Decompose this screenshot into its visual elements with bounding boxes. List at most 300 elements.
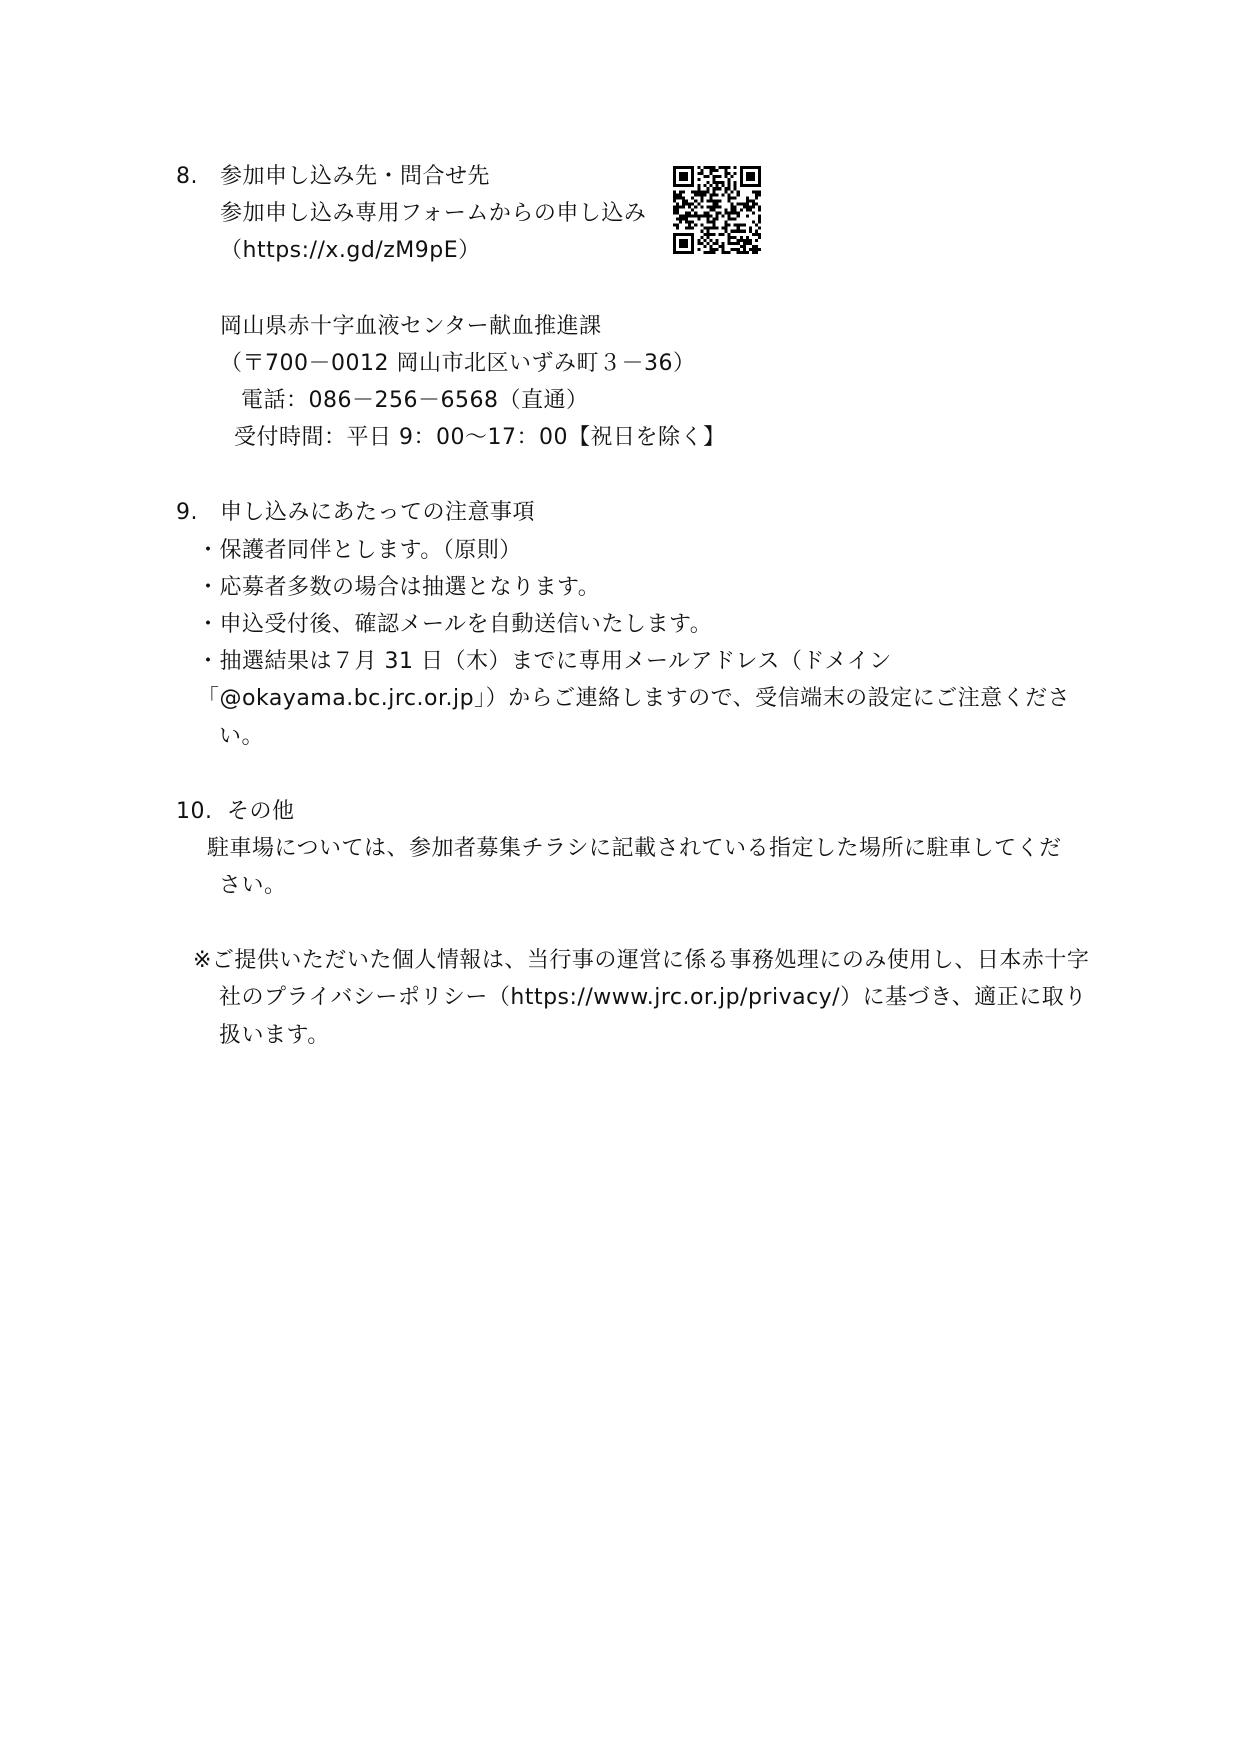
qr-module [703, 239, 706, 242]
qr-module [709, 251, 712, 254]
qr-module [691, 248, 694, 251]
qr-module [700, 242, 703, 245]
qr-module [706, 236, 709, 239]
qr-module [746, 202, 749, 205]
qr-module [758, 233, 761, 236]
phone-number: 電話：086－256－6568（直通） [241, 388, 589, 413]
qr-module [749, 184, 752, 187]
qr-module [758, 166, 761, 169]
qr-module [679, 242, 682, 245]
qr-module [679, 184, 682, 187]
qr-module [676, 233, 679, 236]
qr-module [673, 248, 676, 251]
qr-module [703, 227, 706, 230]
qr-module [700, 199, 703, 202]
qr-module [682, 166, 685, 169]
qr-module [706, 166, 709, 169]
qr-module [682, 178, 685, 181]
qr-module [719, 181, 722, 184]
qr-module [691, 196, 694, 199]
qr-module [706, 181, 709, 184]
qr-module [715, 181, 718, 184]
qr-module [737, 227, 740, 230]
qr-module [752, 221, 755, 224]
qr-module [752, 212, 755, 215]
qr-module [749, 205, 752, 208]
qr-module [752, 190, 755, 193]
qr-module [676, 227, 679, 230]
qr-module [737, 224, 740, 227]
qr-module [706, 212, 709, 215]
qr-module [715, 239, 718, 242]
qr-code[interactable] [673, 166, 761, 254]
qr-module [755, 251, 758, 254]
qr-module [706, 242, 709, 245]
qr-module [731, 190, 734, 193]
qr-module [755, 233, 758, 236]
qr-module [746, 205, 749, 208]
qr-module [731, 175, 734, 178]
qr-module [725, 221, 728, 224]
qr-module [703, 233, 706, 236]
qr-module [758, 169, 761, 172]
reception-hours: 受付時間：平日 9：00～17：00【祝日を除く】 [234, 425, 726, 450]
qr-module [691, 239, 694, 242]
qr-module [691, 178, 694, 181]
qr-module [682, 239, 685, 242]
qr-module [703, 184, 706, 187]
qr-module [706, 221, 709, 224]
qr-module [676, 208, 679, 211]
qr-module [679, 193, 682, 196]
qr-module [679, 239, 682, 242]
qr-module [688, 166, 691, 169]
qr-module [679, 245, 682, 248]
qr-module [703, 215, 706, 218]
qr-module [715, 215, 718, 218]
qr-module [700, 224, 703, 227]
qr-module [712, 233, 715, 236]
qr-module [679, 205, 682, 208]
qr-module [728, 187, 731, 190]
qr-module [752, 199, 755, 202]
qr-module [734, 166, 737, 169]
qr-module [749, 239, 752, 242]
qr-module [691, 172, 694, 175]
qr-module [685, 199, 688, 202]
qr-module [709, 239, 712, 242]
qr-module [734, 205, 737, 208]
qr-module [715, 184, 718, 187]
qr-module [703, 175, 706, 178]
qr-module [731, 208, 734, 211]
qr-module [712, 205, 715, 208]
qr-module [737, 248, 740, 251]
qr-module [682, 245, 685, 248]
qr-module [709, 196, 712, 199]
qr-module [700, 169, 703, 172]
qr-module [673, 212, 676, 215]
qr-module [722, 242, 725, 245]
qr-module [740, 208, 743, 211]
privacy-note-line-1: ※ご提供いただいた個人情報は、当行事の運営に係る事務処理にのみ使用し、日本赤十字 [193, 948, 1090, 973]
qr-module [715, 199, 718, 202]
qr-module [709, 184, 712, 187]
qr-module [749, 230, 752, 233]
qr-module [706, 205, 709, 208]
qr-module [755, 196, 758, 199]
qr-module [752, 175, 755, 178]
qr-module [682, 218, 685, 221]
qr-module [697, 202, 700, 205]
qr-module [685, 215, 688, 218]
qr-module [709, 172, 712, 175]
qr-module [740, 166, 743, 169]
qr-module [691, 175, 694, 178]
qr-module [743, 224, 746, 227]
qr-module [740, 224, 743, 227]
qr-module [679, 190, 682, 193]
note-results-line-3: い。 [219, 724, 265, 749]
qr-module [679, 175, 682, 178]
qr-module [673, 184, 676, 187]
qr-module [709, 166, 712, 169]
qr-module [746, 242, 749, 245]
qr-module [712, 181, 715, 184]
qr-module [752, 248, 755, 251]
qr-module [712, 202, 715, 205]
qr-module [728, 166, 731, 169]
qr-module [679, 166, 682, 169]
qr-module [737, 190, 740, 193]
qr-module [688, 202, 691, 205]
qr-module [682, 172, 685, 175]
qr-module [728, 224, 731, 227]
qr-module [712, 178, 715, 181]
section-8-number: 8. [176, 164, 198, 189]
qr-module [734, 187, 737, 190]
qr-module [694, 224, 697, 227]
qr-module [706, 218, 709, 221]
qr-module [743, 245, 746, 248]
qr-module [749, 178, 752, 181]
qr-module [752, 178, 755, 181]
note-guardian: ・保護者同伴とします。（原則） [197, 538, 522, 563]
qr-module [758, 193, 761, 196]
qr-module [740, 202, 743, 205]
qr-module [712, 224, 715, 227]
qr-module [725, 251, 728, 254]
qr-module [709, 227, 712, 230]
qr-module [734, 236, 737, 239]
qr-module [722, 248, 725, 251]
qr-module [740, 169, 743, 172]
qr-module [685, 212, 688, 215]
qr-module [709, 205, 712, 208]
qr-module [703, 245, 706, 248]
qr-module [749, 248, 752, 251]
qr-module [709, 193, 712, 196]
qr-module [697, 187, 700, 190]
qr-module [734, 230, 737, 233]
qr-module [722, 245, 725, 248]
qr-module [703, 190, 706, 193]
qr-module [688, 212, 691, 215]
qr-module [755, 193, 758, 196]
qr-module [746, 208, 749, 211]
qr-module [715, 187, 718, 190]
qr-module [679, 233, 682, 236]
qr-module [673, 236, 676, 239]
qr-module [682, 242, 685, 245]
qr-module [679, 196, 682, 199]
qr-module [688, 227, 691, 230]
qr-module [712, 190, 715, 193]
qr-module [688, 224, 691, 227]
organization-name: 岡山県赤十字血液センター献血推進課 [220, 314, 602, 339]
qr-module [719, 233, 722, 236]
qr-module [706, 227, 709, 230]
qr-module [740, 175, 743, 178]
qr-module [746, 199, 749, 202]
qr-module [722, 181, 725, 184]
qr-module [728, 193, 731, 196]
qr-module [676, 202, 679, 205]
qr-module [715, 242, 718, 245]
qr-module [737, 230, 740, 233]
qr-module [758, 184, 761, 187]
qr-module [688, 251, 691, 254]
qr-module [691, 202, 694, 205]
qr-module [746, 236, 749, 239]
qr-module [737, 193, 740, 196]
qr-module [673, 175, 676, 178]
qr-module [749, 208, 752, 211]
qr-module [676, 218, 679, 221]
qr-module [694, 190, 697, 193]
qr-module [673, 166, 676, 169]
qr-module [743, 202, 746, 205]
qr-module [673, 224, 676, 227]
qr-module [737, 239, 740, 242]
qr-module [682, 199, 685, 202]
qr-module [731, 202, 734, 205]
qr-module [682, 202, 685, 205]
qr-module [737, 202, 740, 205]
qr-module [758, 190, 761, 193]
qr-module [700, 190, 703, 193]
qr-module [740, 239, 743, 242]
qr-module [712, 175, 715, 178]
qr-module [749, 199, 752, 202]
qr-module [694, 215, 697, 218]
qr-module [758, 227, 761, 230]
qr-module [722, 233, 725, 236]
qr-module [685, 184, 688, 187]
qr-module [688, 221, 691, 224]
qr-module [712, 251, 715, 254]
qr-module [725, 230, 728, 233]
qr-module [755, 202, 758, 205]
qr-module [734, 248, 737, 251]
privacy-note-line-3: 扱います。 [219, 1023, 330, 1048]
qr-module [697, 239, 700, 242]
qr-module [691, 227, 694, 230]
qr-module [722, 166, 725, 169]
qr-module [749, 172, 752, 175]
qr-module [715, 212, 718, 215]
qr-module [734, 212, 737, 215]
qr-module [755, 166, 758, 169]
qr-module [673, 208, 676, 211]
qr-module [691, 208, 694, 211]
qr-module [706, 233, 709, 236]
qr-module [731, 230, 734, 233]
qr-module [728, 178, 731, 181]
qr-module [755, 248, 758, 251]
qr-module [755, 230, 758, 233]
qr-module [709, 233, 712, 236]
form-url[interactable]: （https://x.gd/zM9pE） [220, 238, 481, 263]
qr-module [685, 245, 688, 248]
qr-module [691, 233, 694, 236]
qr-module [728, 218, 731, 221]
section-9-number: 9. [176, 500, 198, 525]
qr-module [743, 184, 746, 187]
qr-module [734, 196, 737, 199]
qr-module [673, 190, 676, 193]
qr-module [673, 205, 676, 208]
qr-module [697, 248, 700, 251]
qr-module [715, 205, 718, 208]
qr-module [682, 184, 685, 187]
qr-module [719, 199, 722, 202]
qr-module [743, 205, 746, 208]
qr-module [728, 242, 731, 245]
qr-module [691, 215, 694, 218]
qr-module [688, 215, 691, 218]
qr-module [700, 193, 703, 196]
qr-module [700, 230, 703, 233]
qr-module [746, 166, 749, 169]
qr-module [694, 199, 697, 202]
qr-module [725, 172, 728, 175]
qr-module [691, 166, 694, 169]
qr-module [728, 251, 731, 254]
qr-module [758, 218, 761, 221]
qr-module [752, 245, 755, 248]
qr-module [743, 242, 746, 245]
qr-module [740, 236, 743, 239]
qr-module [709, 199, 712, 202]
qr-module [703, 166, 706, 169]
section-10-title: その他 [227, 799, 295, 824]
qr-module [734, 224, 737, 227]
qr-module [737, 212, 740, 215]
qr-module [728, 172, 731, 175]
qr-module [743, 239, 746, 242]
qr-module [715, 193, 718, 196]
qr-module [731, 196, 734, 199]
qr-module [706, 230, 709, 233]
qr-module [697, 242, 700, 245]
postal-address: （〒700－0012 岡山市北区いずみ町３－36） [220, 351, 696, 376]
qr-module [719, 245, 722, 248]
qr-module [715, 202, 718, 205]
qr-module [722, 215, 725, 218]
qr-module [691, 181, 694, 184]
qr-module [679, 215, 682, 218]
privacy-note-line-2: 社のプライバシーポリシー（https://www.jrc.or.jp/privacy/）に基づき、適正に取り [219, 985, 1087, 1010]
qr-module [700, 215, 703, 218]
parking-line-1: 駐車場については、参加者募集チラシに記載されている指定した場所に駐車してくだ [207, 836, 1062, 861]
qr-module [725, 166, 728, 169]
qr-module [719, 175, 722, 178]
qr-module [755, 245, 758, 248]
qr-module [673, 181, 676, 184]
qr-module [685, 251, 688, 254]
qr-module [740, 251, 743, 254]
qr-module [685, 175, 688, 178]
qr-module [673, 239, 676, 242]
qr-module [700, 205, 703, 208]
qr-module [758, 221, 761, 224]
qr-module [755, 184, 758, 187]
qr-module [740, 172, 743, 175]
section-10-number: 10. [176, 799, 213, 824]
qr-module [691, 221, 694, 224]
qr-module [722, 251, 725, 254]
qr-module [746, 215, 749, 218]
qr-module [715, 227, 718, 230]
qr-module [673, 193, 676, 196]
qr-module [682, 190, 685, 193]
qr-module [749, 166, 752, 169]
qr-module [697, 193, 700, 196]
qr-module [758, 172, 761, 175]
qr-module [673, 242, 676, 245]
note-results-line-1: ・抽選結果は７月 31 日（木）までに専用メールアドレス（ドメイン [197, 649, 892, 674]
section-9-title: 申し込みにあたっての注意事項 [220, 500, 536, 525]
qr-module [758, 215, 761, 218]
qr-module [731, 205, 734, 208]
qr-module [685, 221, 688, 224]
qr-module [691, 245, 694, 248]
qr-module [712, 199, 715, 202]
qr-module [722, 193, 725, 196]
qr-module [676, 166, 679, 169]
qr-module [691, 169, 694, 172]
parking-line-2: さい。 [219, 873, 287, 898]
qr-module [734, 218, 737, 221]
qr-module [734, 181, 737, 184]
qr-module [725, 227, 728, 230]
qr-module [734, 242, 737, 245]
qr-module [697, 178, 700, 181]
qr-module [709, 215, 712, 218]
qr-module [712, 187, 715, 190]
qr-module [682, 233, 685, 236]
qr-module [703, 193, 706, 196]
qr-module [734, 208, 737, 211]
qr-module [691, 236, 694, 239]
qr-module [758, 248, 761, 251]
qr-module [706, 175, 709, 178]
qr-module [722, 184, 725, 187]
qr-module [691, 190, 694, 193]
qr-module [755, 239, 758, 242]
qr-module [676, 224, 679, 227]
